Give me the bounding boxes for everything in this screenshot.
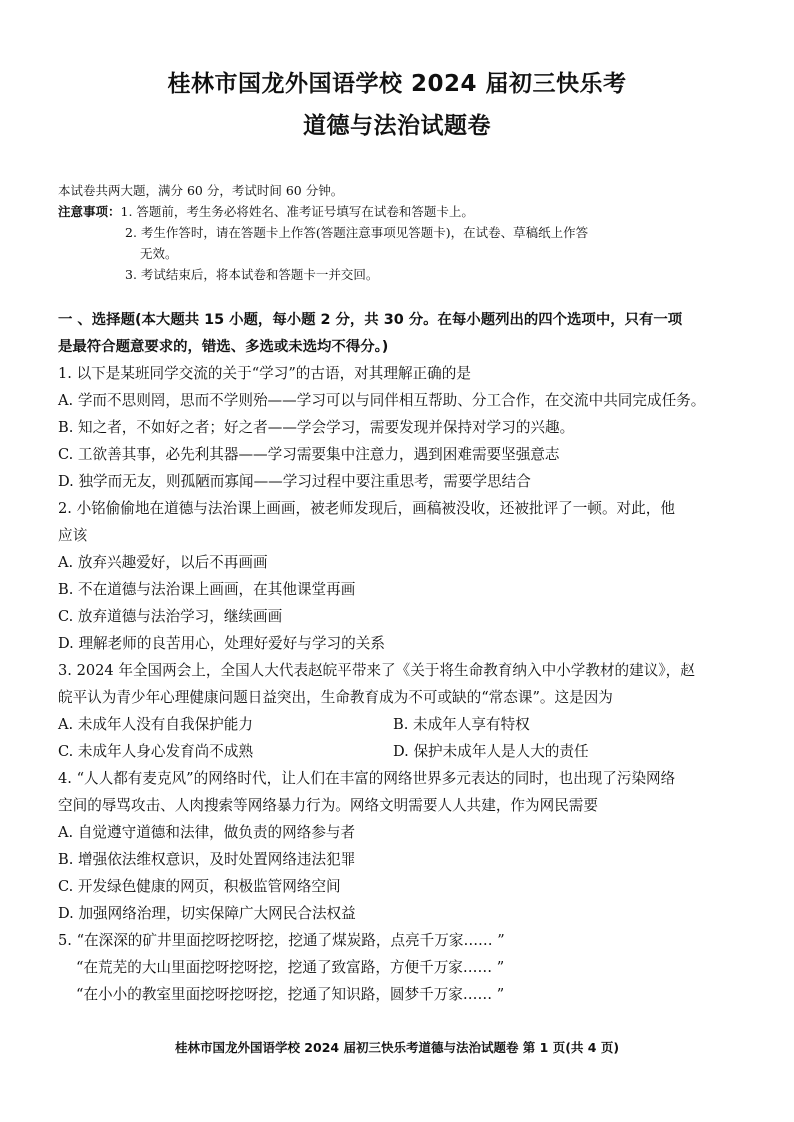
question-1-stem: 1. 以下是某班同学交流的关于“学习”的古语，对其理解正确的是 (58, 365, 471, 382)
question-3-option-b: B. 未成年人享有特权 (393, 716, 530, 733)
exam-intro: 本试卷共两大题，满分 60 分，考试时间 60 分钟。 (58, 183, 344, 198)
exam-subtitle: 道德与法治试题卷 (303, 113, 491, 139)
question-1-option-d: D. 独学而无友，则孤陋而寡闻——学习过程中要注重思考，需要学思结合 (58, 473, 531, 490)
notice-item-1: 1. 答题前，考生务必将姓名、准考证号填写在试卷和答题卡上。 (120, 204, 474, 219)
notice-label: 注意事项： (58, 204, 121, 219)
question-3-option-c: C. 未成年人身心发育尚不成熟 (58, 743, 254, 760)
question-4-stem-2: 空间的辱骂攻击、人肉搜索等网络暴力行为。网络文明需要人人共建，作为网民需要 (58, 797, 598, 814)
notice-item-2-cont: 无效。 (140, 246, 178, 261)
notice-row-1 (58, 202, 474, 222)
question-5-line-2: “在荒芜的大山里面挖呀挖呀挖，挖通了致富路，方便千万家…… ” (76, 959, 505, 976)
notice-item-2: 2. 考生作答时，请在答题卡上作答(答题注意事项见答题卡)，在试卷、草稿纸上作答 (125, 225, 589, 240)
question-3-stem-1: 3. 2024 年全国两会上，全国人大代表赵皖平带来了《关于将生命教育纳入中小学教材的建议》，赵 (58, 662, 695, 679)
page-footer: 桂林市国龙外国语学校 2024 届初三快乐考道德与法治试题卷 第 1 页(共 4 页) (174, 1040, 620, 1055)
section-heading-2: 是最符合题意要求的，错选、多选或未选均不得分。) (58, 339, 389, 355)
question-3-stem-2: 皖平认为青少年心理健康问题日益突出，生命教育成为不可或缺的“常态课”。这是因为 (58, 689, 613, 706)
question-2-stem-1: 2. 小铭偷偷地在道德与法治课上画画，被老师发现后，画稿被没收，还被批评了一顿。对此，他 (58, 500, 675, 517)
question-2-option-d: D. 理解老师的良苦用心，处理好爱好与学习的关系 (58, 635, 385, 652)
question-4-option-d: D. 加强网络治理，切实保障广大网民合法权益 (58, 905, 356, 922)
question-1-option-a: A. 学而不思则罔，思而不学则殆——学习可以与同伴相互帮助、分工合作，在交流中共同完成任务。 (58, 392, 706, 409)
question-2-option-b: B. 不在道德与法治课上画画，在其他课堂再画 (58, 581, 356, 598)
question-2-stem-2: 应该 (58, 527, 88, 544)
notice-item-3: 3. 考试结束后，将本试卷和答题卡一并交回。 (125, 267, 379, 282)
question-3-option-a: A. 未成年人没有自我保护能力 (58, 716, 253, 733)
exam-title: 桂林市国龙外国语学校 2024 届初三快乐考 (167, 71, 627, 97)
question-4-option-c: C. 开发绿色健康的网页，积极监管网络空间 (58, 878, 341, 895)
question-2-option-a: A. 放弃兴趣爱好，以后不再画画 (58, 554, 268, 571)
question-4-stem-1: 4. “人人都有麦克风”的网络时代，让人们在丰富的网络世界多元表达的同时，也出现了污染网络 (58, 770, 676, 787)
question-1-option-b: B. 知之者，不如好之者；好之者——学会学习，需要发现并保持对学习的兴趣。 (58, 419, 575, 436)
question-4-option-a: A. 自觉遵守道德和法律，做负责的网络参与者 (58, 824, 356, 841)
question-3-option-d: D. 保护未成年人是人大的责任 (393, 743, 589, 760)
question-5-line-1: 5. “在深深的矿井里面挖呀挖呀挖，挖通了煤炭路，点亮千万家…… ” (58, 932, 505, 949)
question-4-option-b: B. 增强依法维权意识，及时处置网络违法犯罪 (58, 851, 356, 868)
question-2-option-c: C. 放弃道德与法治学习，继续画画 (58, 608, 283, 625)
question-5-line-3: “在小小的教室里面挖呀挖呀挖，挖通了知识路，圆梦千万家…… ” (76, 986, 505, 1003)
question-1-option-c: C. 工欲善其事，必先利其器——学习需要集中注意力，遇到困难需要坚强意志 (58, 446, 560, 463)
section-heading-1: 一 、选择题(本大题共 15 小题，每小题 2 分，共 30 分。在每小题列出的四个选项中，只有一项 (58, 312, 683, 328)
